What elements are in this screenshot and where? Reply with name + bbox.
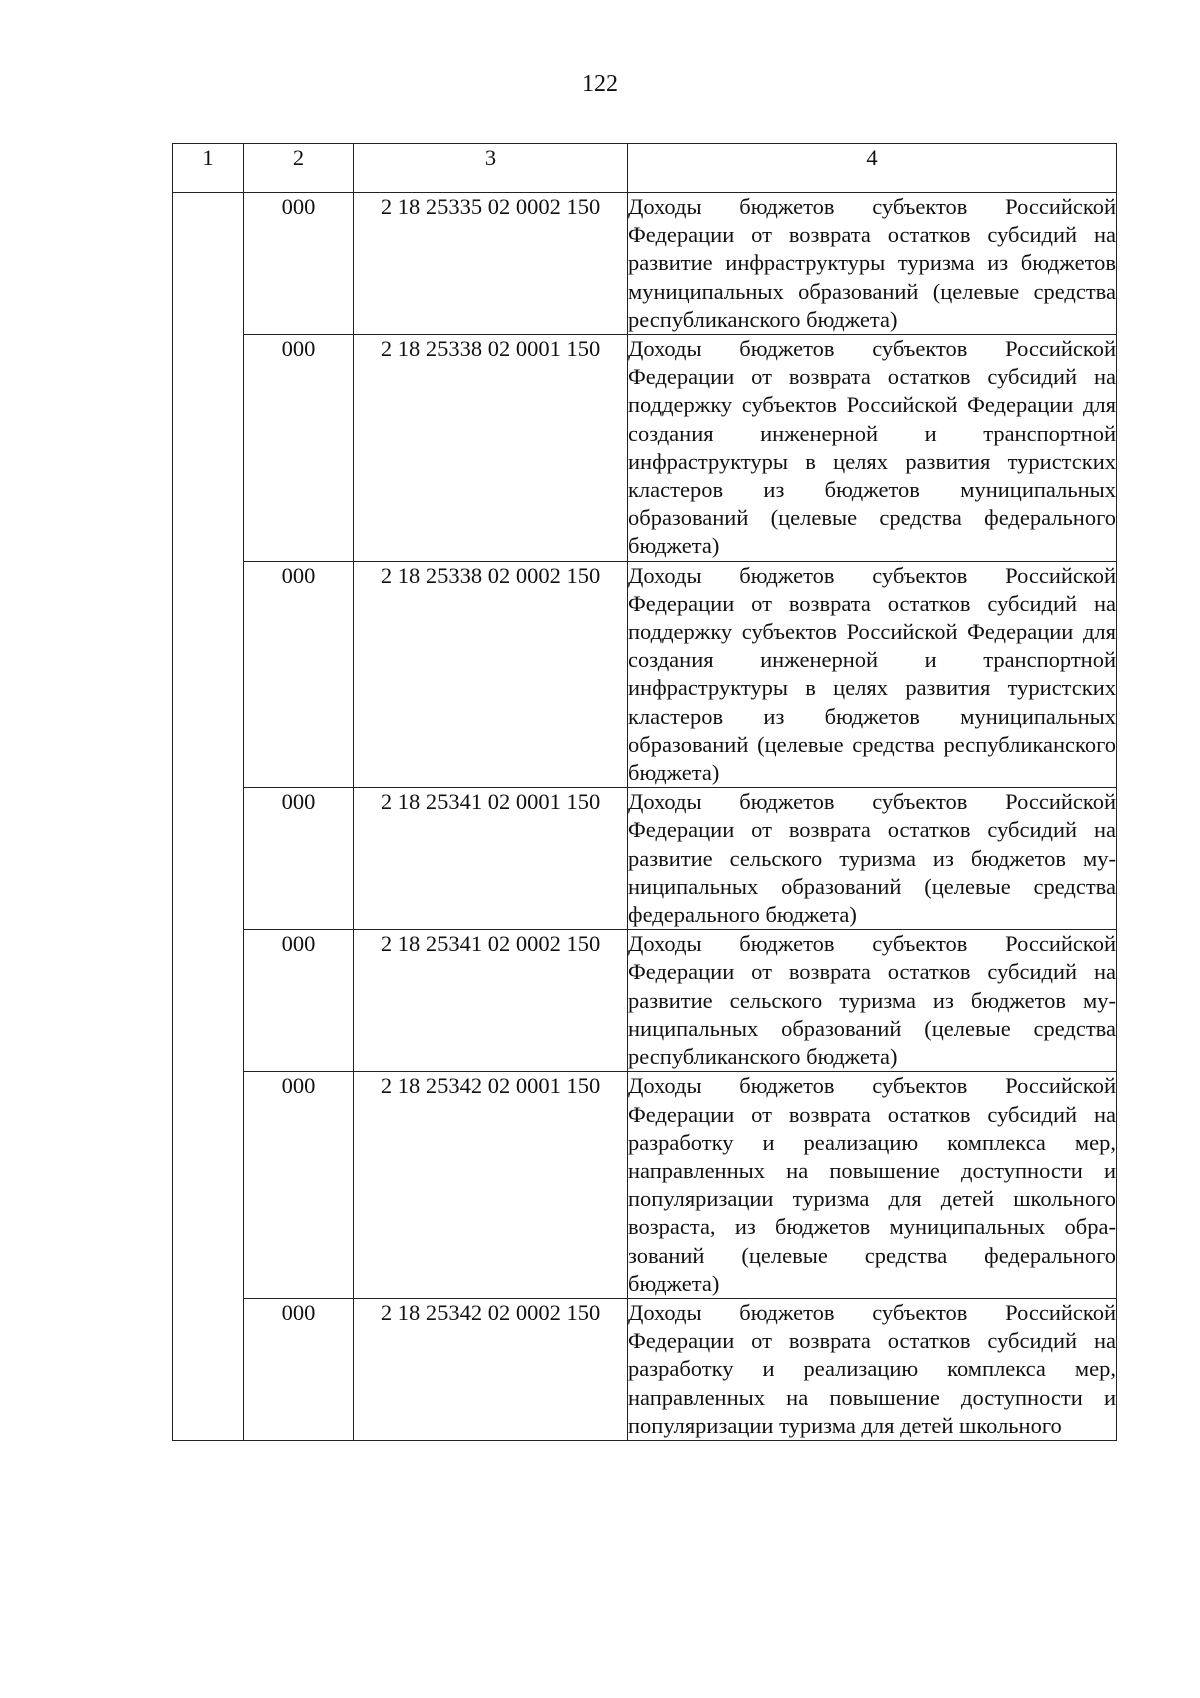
admin-code-cell: 000: [244, 1072, 354, 1299]
column-header-2: 2: [244, 144, 354, 193]
group-column-cell: [173, 193, 244, 1441]
budget-code-cell: 2 18 25341 02 0002 150: [354, 930, 628, 1072]
table-row: [173, 1072, 1117, 1299]
description-cell: Доходы бюджетов субъектов Российской Федерации от возврата остатков субсидий на поддержку субъектов Российской Федерации для создания инженерной и транспортной инфраструктуры в целях развития туристских кластеров из бюджетов муниципальных образований (целевые средства федерального бюджета): [628, 335, 1117, 562]
table-header-row: [173, 144, 1117, 193]
description-cell: Доходы бюджетов субъектов Российской Федерации от возврата остатков субсидий на развитие инфраструктуры туризма из бюджетов муниципальных образований (целевые средства республиканского бюджета): [628, 193, 1117, 335]
budget-code-cell: 2 18 25342 02 0001 150: [354, 1072, 628, 1299]
admin-code-cell: 000: [244, 788, 354, 930]
table-row: [173, 1298, 1117, 1440]
budget-revenue-table: [172, 143, 1117, 1441]
budget-code-cell: 2 18 25335 02 0002 150: [354, 193, 628, 335]
admin-code-cell: 000: [244, 335, 354, 562]
table-row: [173, 561, 1117, 788]
admin-code-cell: 000: [244, 561, 354, 788]
description-cell: Доходы бюджетов субъектов Российской Федерации от возврата остатков субсидий на развитие сельского туризма из бюджетов муниципальных образований (целевые средства федерального бюджета): [628, 788, 1117, 930]
budget-code-cell: 2 18 25341 02 0001 150: [354, 788, 628, 930]
budget-code-cell: 2 18 25338 02 0001 150: [354, 335, 628, 562]
column-header-4: 4: [628, 144, 1117, 193]
table-row: [173, 193, 1117, 335]
budget-code-cell: 2 18 25342 02 0002 150: [354, 1298, 628, 1440]
column-header-1: 1: [173, 144, 244, 193]
budget-code-cell: 2 18 25338 02 0002 150: [354, 561, 628, 788]
admin-code-cell: 000: [244, 1298, 354, 1440]
description-cell: Доходы бюджетов субъектов Российской Федерации от возврата остатков субсидий на поддержку субъектов Российской Федерации для создания инженерной и транспортной инфраструктуры в целях развития туристских кластеров из бюджетов муниципальных образований (целевые средства республиканского бюджета): [628, 561, 1117, 788]
page-number: 122: [582, 71, 618, 97]
admin-code-cell: 000: [244, 193, 354, 335]
description-cell: Доходы бюджетов субъектов Российской Федерации от возврата остатков субсидий на развитие сельского туризма из бюджетов муниципальных образований (целевые средства республиканского бюджета): [628, 930, 1117, 1072]
column-header-3: 3: [354, 144, 628, 193]
table-row: [173, 335, 1117, 562]
table-row: [173, 930, 1117, 1072]
description-cell: Доходы бюджетов субъектов Российской Федерации от возврата остатков субсидий на разработку и реализацию комплекса мер, направленных на повышение доступности и популяризации туризма для детей школьного: [628, 1298, 1117, 1440]
description-cell: Доходы бюджетов субъектов Российской Федерации от возврата остатков субсидий на разработку и реализацию комплекса мер, направленных на повышение доступности и популяризации туризма для детей школьного возраста, из бюджетов муниципальных образований (целевые средства федерального бюджета): [628, 1072, 1117, 1299]
table-row: [173, 788, 1117, 930]
admin-code-cell: 000: [244, 930, 354, 1072]
